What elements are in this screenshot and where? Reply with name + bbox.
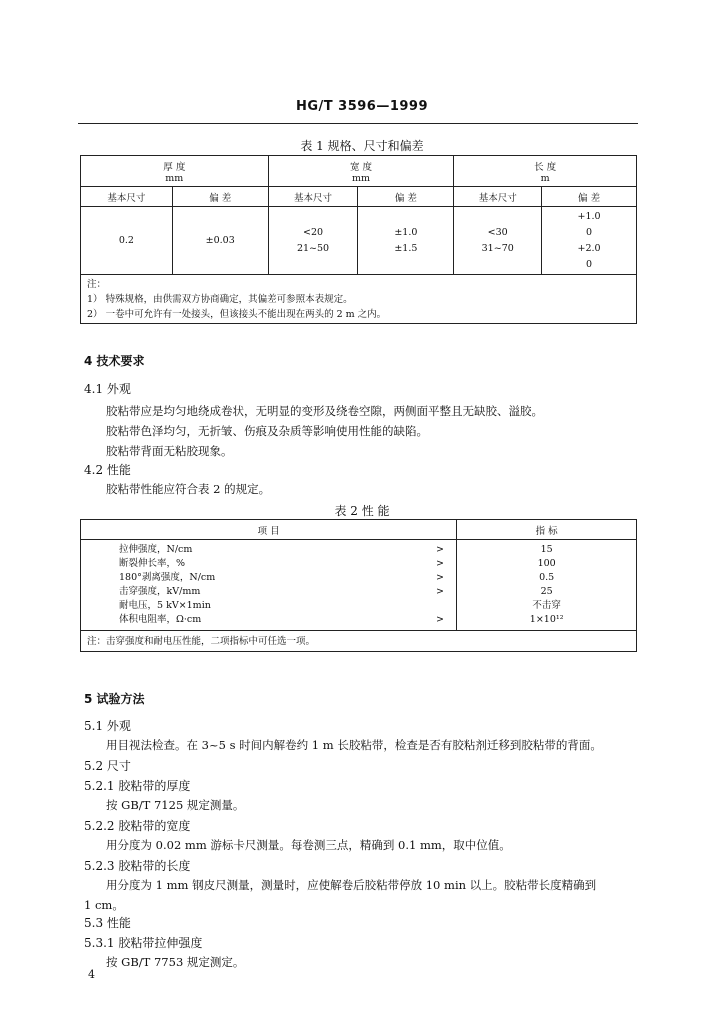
head-value: 指 标: [457, 520, 637, 540]
subheader: 偏 差: [358, 187, 454, 207]
standard-code-header: HG/T 3596—1999: [295, 99, 429, 114]
table-row: 体积电阻率，Ω·cm >: [119, 614, 444, 625]
section-5-3-title: 5.3 性能: [84, 916, 131, 930]
length-basic: <30 31~70: [454, 207, 542, 275]
table-row: 耐电压，5 kV×1min: [119, 600, 211, 611]
paragraph: 按 GB/T 7125 规定测量。: [106, 798, 245, 812]
section-4-2-title: 4.2 性能: [84, 463, 131, 477]
table2-performance: [80, 519, 637, 652]
table-row: 断裂伸长率，% >: [119, 558, 444, 569]
subheader: 偏 差: [542, 187, 637, 207]
table1-specs: [80, 155, 637, 324]
group-thickness: 厚 度 mm: [81, 156, 269, 187]
head-item: 项 目: [81, 520, 457, 540]
section-5-2-3-title: 5.2.3 胶粘带的长度: [84, 859, 191, 873]
width-deviation: ±1.0 ±1.5: [358, 207, 454, 275]
section-5-2-2-title: 5.2.2 胶粘带的宽度: [84, 819, 191, 833]
width-basic: <20 21~50: [268, 207, 358, 275]
table2-note: 注：击穿强度和耐电压性能，二项指标中可任选一项。: [81, 631, 637, 652]
table1-caption: 表 1 规格、尺寸和偏差: [300, 139, 424, 153]
subheader: 基本尺寸: [454, 187, 542, 207]
section-4-title: 4 技术要求: [84, 354, 145, 368]
paragraph: 胶粘带背面无粘胶现象。: [106, 444, 233, 458]
table-row: 180°剥离强度，N/cm >: [119, 572, 444, 583]
paragraph: 胶粘带应是均匀地绕成卷状，无明显的变形及绕卷空隙，两侧面平整且无缺胶、溢胶。: [106, 404, 543, 418]
paragraph: 用分度为 1 mm 钢皮尺测量，测量时，应使解卷后胶粘带停放 10 min 以上。胶粘带长度精确到: [106, 878, 597, 892]
table1-notes: 注： 1） 特殊规格，由供需双方协商确定，其偏差可参照本表规定。 2） 一卷中可允许有一处接头，但该接头不能出现在两头的 2 m 之内。: [81, 275, 637, 324]
subheader: 偏 差: [172, 187, 268, 207]
paragraph: 用分度为 0.02 mm 游标卡尺测量。每卷测三点，精确到 0.1 mm，取中位值。: [106, 838, 511, 852]
paragraph: 胶粘带性能应符合表 2 的规定。: [106, 482, 271, 496]
items-column: [81, 540, 457, 631]
paragraph: 按 GB/T 7753 规定测定。: [106, 955, 245, 969]
table-row: 拉伸强度，N/cm >: [119, 544, 444, 555]
section-4-1-title: 4.1 外观: [84, 382, 131, 396]
page-number: 4: [88, 968, 95, 981]
subheader: 基本尺寸: [268, 187, 358, 207]
paragraph: 用目视法检查。在 3~5 s 时间内解卷约 1 m 长胶粘带，检查是否有胶粘剂迁移到胶粘带的背面。: [106, 738, 602, 752]
section-5-1-title: 5.1 外观: [84, 719, 131, 733]
thickness-deviation: ±0.03: [172, 207, 268, 275]
group-width: 宽 度 mm: [268, 156, 454, 187]
length-deviation: +1.0 0 +2.0 0: [542, 207, 637, 275]
group-length: 长 度 m: [454, 156, 637, 187]
section-5-2-title: 5.2 尺寸: [84, 759, 131, 773]
header-rule: [78, 123, 638, 124]
subheader: 基本尺寸: [81, 187, 173, 207]
section-5-2-1-title: 5.2.1 胶粘带的厚度: [84, 779, 191, 793]
thickness-basic: 0.2: [81, 207, 173, 275]
table2-caption: 表 2 性 能: [334, 504, 390, 518]
paragraph: 胶粘带色泽均匀，无折皱、伤痕及杂质等影响使用性能的缺陷。: [106, 424, 428, 438]
section-5-title: 5 试验方法: [84, 692, 145, 706]
table-row: 击穿强度，kV/mm >: [119, 586, 444, 597]
values-column: 15 100 0.5 25 不击穿 1×10¹²: [457, 540, 637, 631]
section-5-3-1-title: 5.3.1 胶粘带拉伸强度: [84, 936, 203, 950]
paragraph: 1 cm。: [84, 898, 124, 912]
